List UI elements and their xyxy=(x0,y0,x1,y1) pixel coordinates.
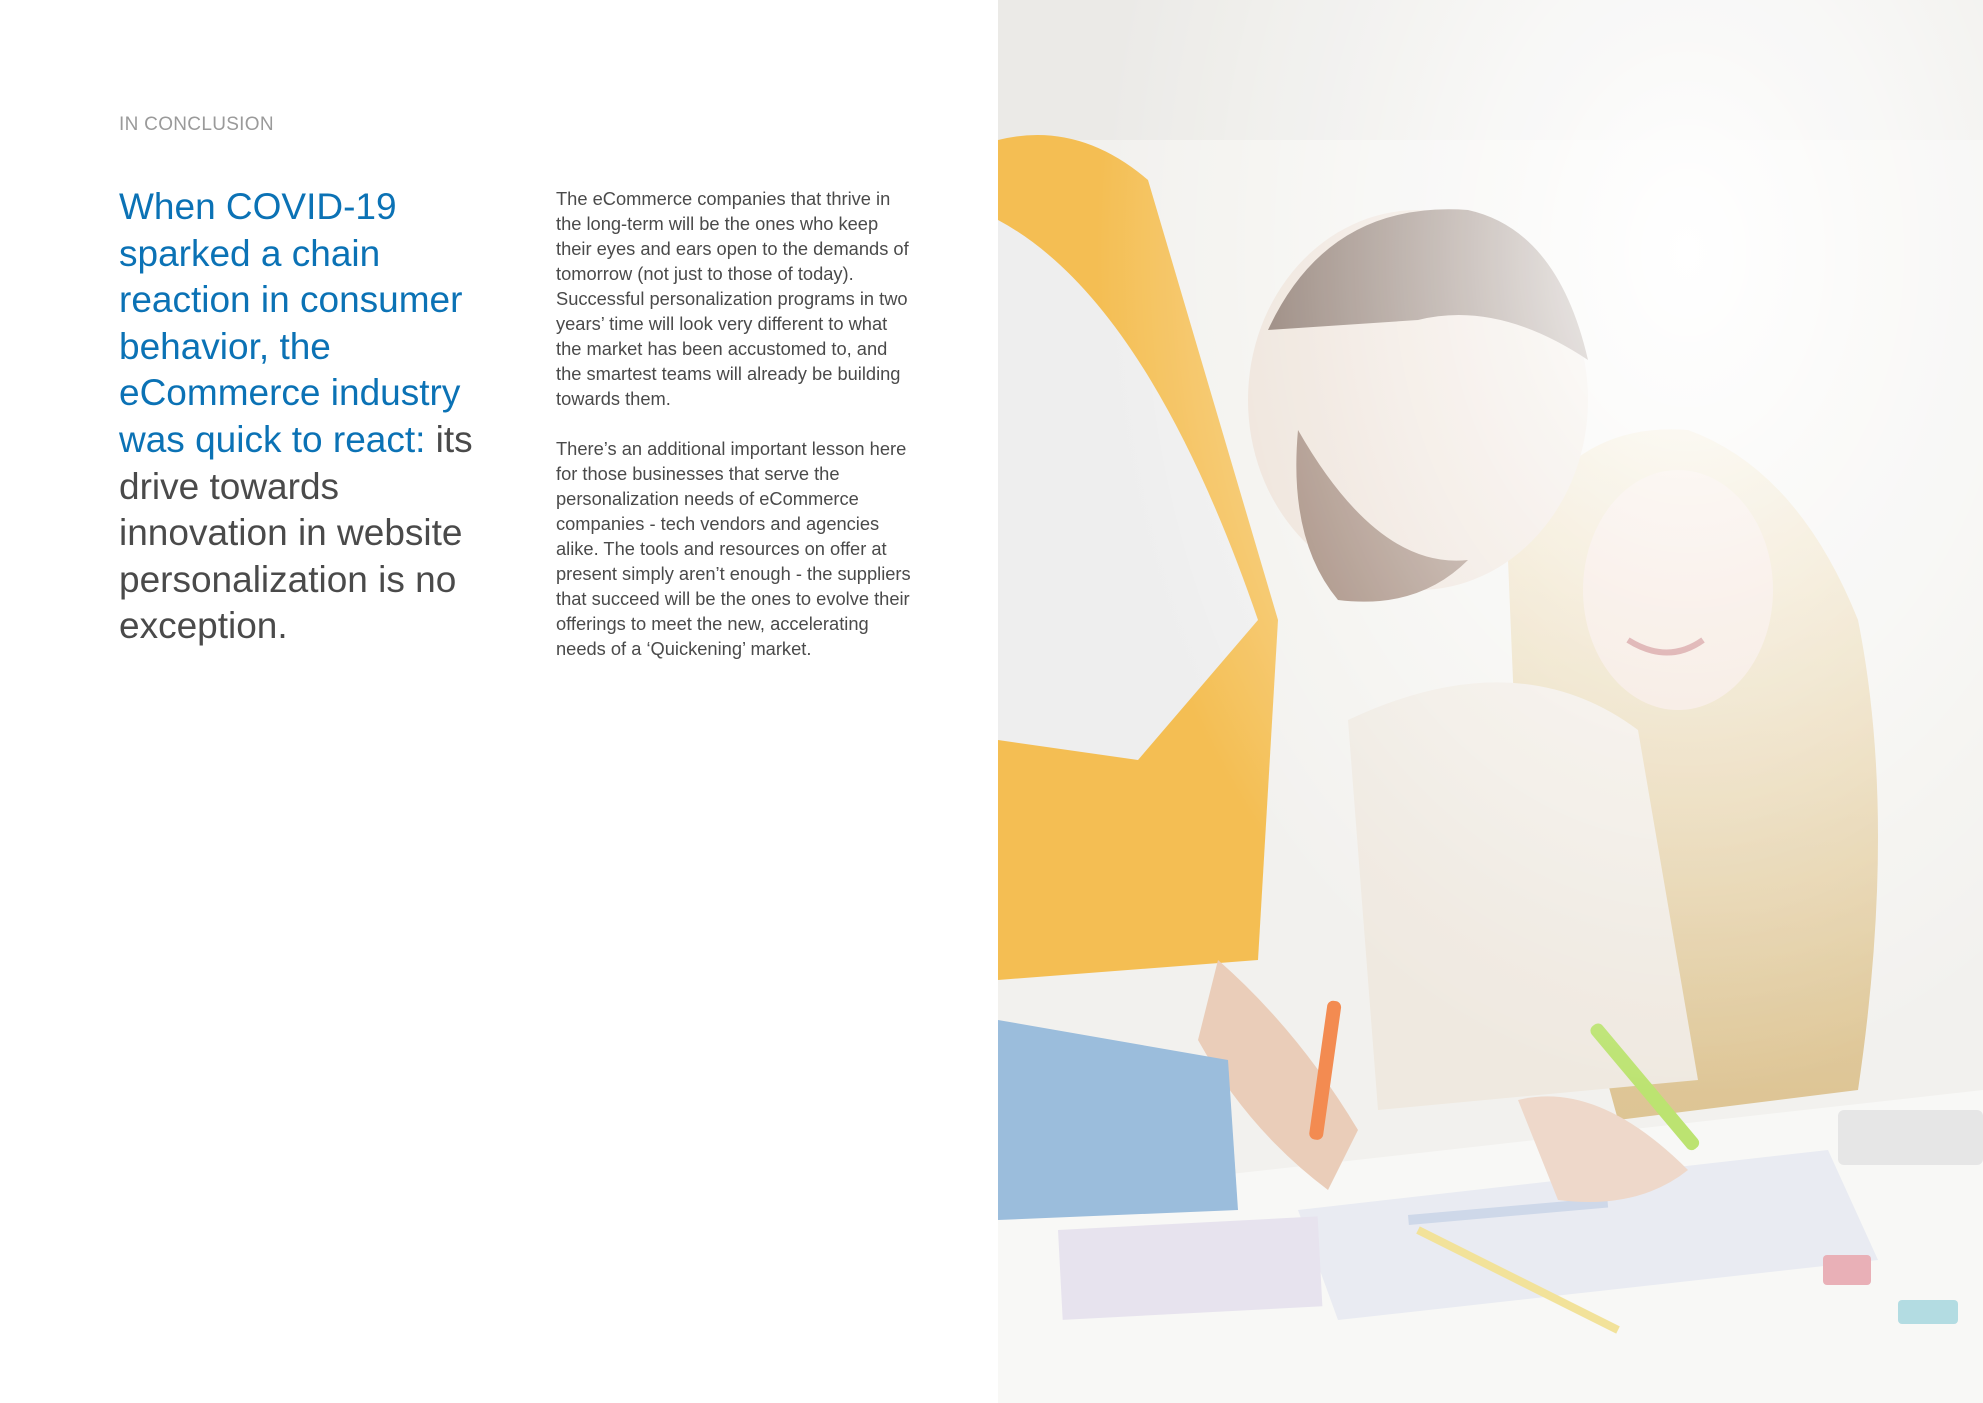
body-paragraph-2: There’s an additional important lesson here for those businesses that serve the personalization needs of eCommerce companies - tech vendors and agencies alike. The tools and resources on offer at present simply aren’t enough - the suppliers that succeed will be the ones to evolve their offerings to meet the new, accelerating needs of a ‘Quickening’ market. xyxy=(556,438,911,659)
body-paragraph-1: The eCommerce companies that thrive in the long-term will be the ones who keep their eyes and ears open to the demands of tomorrow (not just to those of today). Successful personalization programs in two years’ time will look very different to what the market has been accustomed to, and the smartest teams will already be building towards them. xyxy=(556,188,909,409)
body-column xyxy=(556,186,916,686)
pull-quote xyxy=(119,184,514,650)
pull-quote-highlight: When COVID-19 sparked a chain reaction in consumer behavior, the eCommerce industry was quick to react: xyxy=(119,186,463,460)
section-label: IN CONCLUSION xyxy=(119,114,274,135)
hero-photo xyxy=(998,0,1983,1403)
pull-quote-rest: its drive towards innovation in website personalization is no exception. xyxy=(119,418,473,647)
